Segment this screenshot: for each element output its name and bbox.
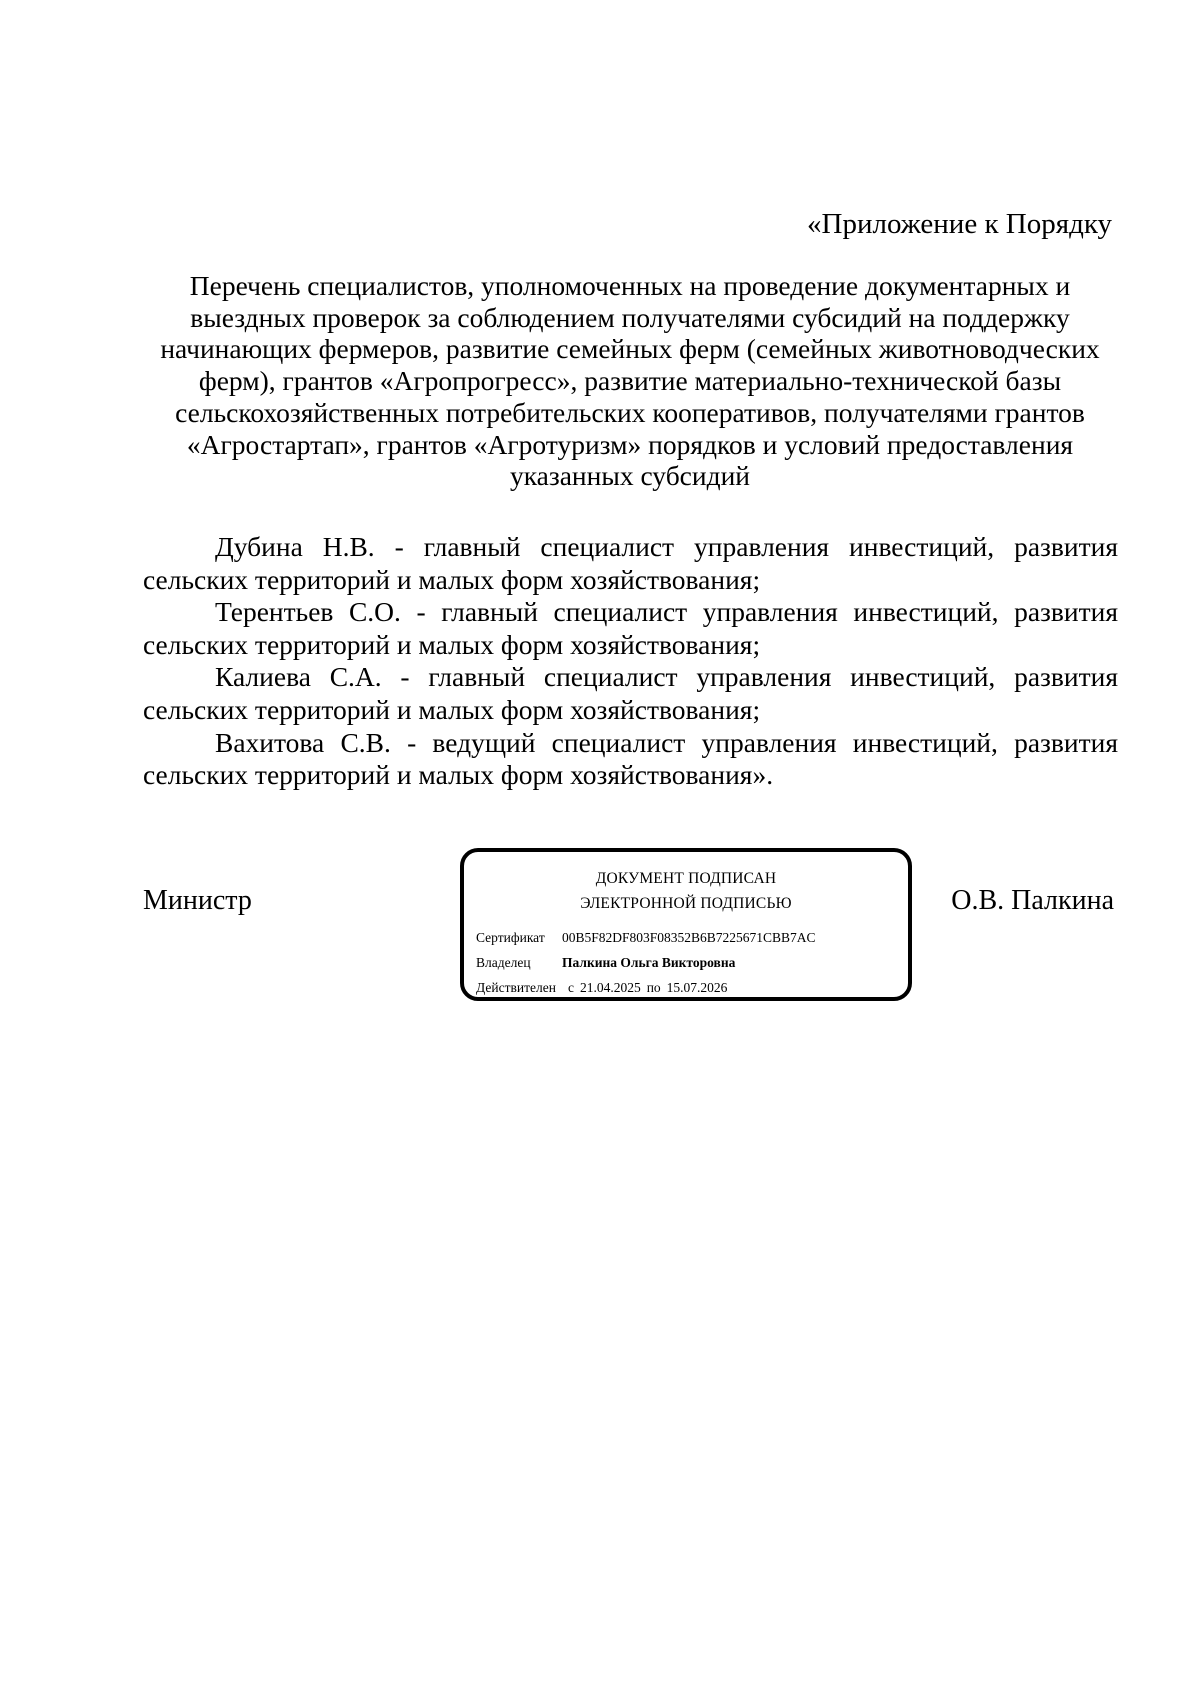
stamp-validity-label: Действителен [476, 980, 556, 995]
specialists-list [143, 531, 1118, 792]
stamp-details [476, 925, 906, 1000]
specialist-entry [143, 727, 1118, 792]
stamp-validity-row [476, 975, 906, 1000]
title-line: начинающих фермеров, развитие семейных ферм (семейных животноводческих [160, 333, 1100, 365]
specialist-entry [143, 531, 1118, 596]
signer-name: О.В. Палкина [951, 885, 1114, 916]
stamp-owner-row [476, 950, 906, 975]
title-line: Перечень специалистов, уполномоченных на проведение документарных и [189, 270, 1071, 301]
electronic-signature-stamp [460, 848, 912, 1001]
stamp-heading [464, 866, 908, 916]
stamp-certificate-label: Сертификат [476, 930, 545, 945]
specialist-entry-text: сельских территорий и малых форм хозяйствования; [143, 628, 761, 660]
stamp-validity-to: 15.07.2026 [666, 980, 728, 995]
stamp-certificate-value: 00B5F82DF803F08352B6B7225671CBB7AC [562, 930, 816, 945]
signer-position: Министр [143, 885, 252, 916]
specialist-entry-text: Калиева С.А. - главный специалист управления инвестиций, развития [215, 661, 1118, 693]
title-line: ферм), грантов «Агропрогресс», развитие материально-технической базы [198, 365, 1062, 397]
title-line: указанных субсидий [509, 460, 751, 492]
stamp-validity-from: 21.04.2025 [579, 980, 641, 995]
specialist-entry-text: Вахитова С.В. - ведущий специалист управления инвестиций, развития [215, 726, 1118, 758]
stamp-owner-value: Палкина Ольга Викторовна [562, 955, 736, 970]
title-line: выездных проверок за соблюдением получателями субсидий на поддержку [190, 301, 1070, 333]
stamp-validity-to-word: по [646, 980, 661, 995]
stamp-certificate-row [476, 925, 906, 950]
document-title [140, 270, 1120, 492]
stamp-heading-line: ЭЛЕКТРОННОЙ ПОДПИСЬЮ [580, 895, 792, 912]
title-line: «Агростартап», грантов «Агротуризм» порядков и условий предоставления [186, 428, 1074, 460]
specialist-entry-text: Дубина Н.В. - главный специалист управления инвестиций, развития [215, 531, 1118, 562]
specialist-entry [143, 661, 1118, 726]
specialist-entry-text: Терентьев С.О. - главный специалист управления инвестиций, развития [215, 596, 1118, 628]
specialist-entry-text: сельских территорий и малых форм хозяйствования; [143, 693, 761, 725]
stamp-owner-label: Владелец [476, 955, 531, 970]
title-line: сельскохозяйственных потребительских кооперативов, получателями грантов [175, 396, 1085, 428]
stamp-validity-from-word: с [567, 980, 574, 995]
specialist-entry [143, 596, 1118, 661]
signature-block [0, 848, 1200, 1018]
specialist-entry-text: сельских территорий и малых форм хозяйствования; [143, 563, 761, 595]
specialist-entry-text: сельских территорий и малых форм хозяйствования». [143, 759, 774, 791]
appendix-reference: «Приложение к Порядку [807, 208, 1112, 240]
stamp-heading-line: ДОКУМЕНТ ПОДПИСАН [595, 870, 777, 887]
